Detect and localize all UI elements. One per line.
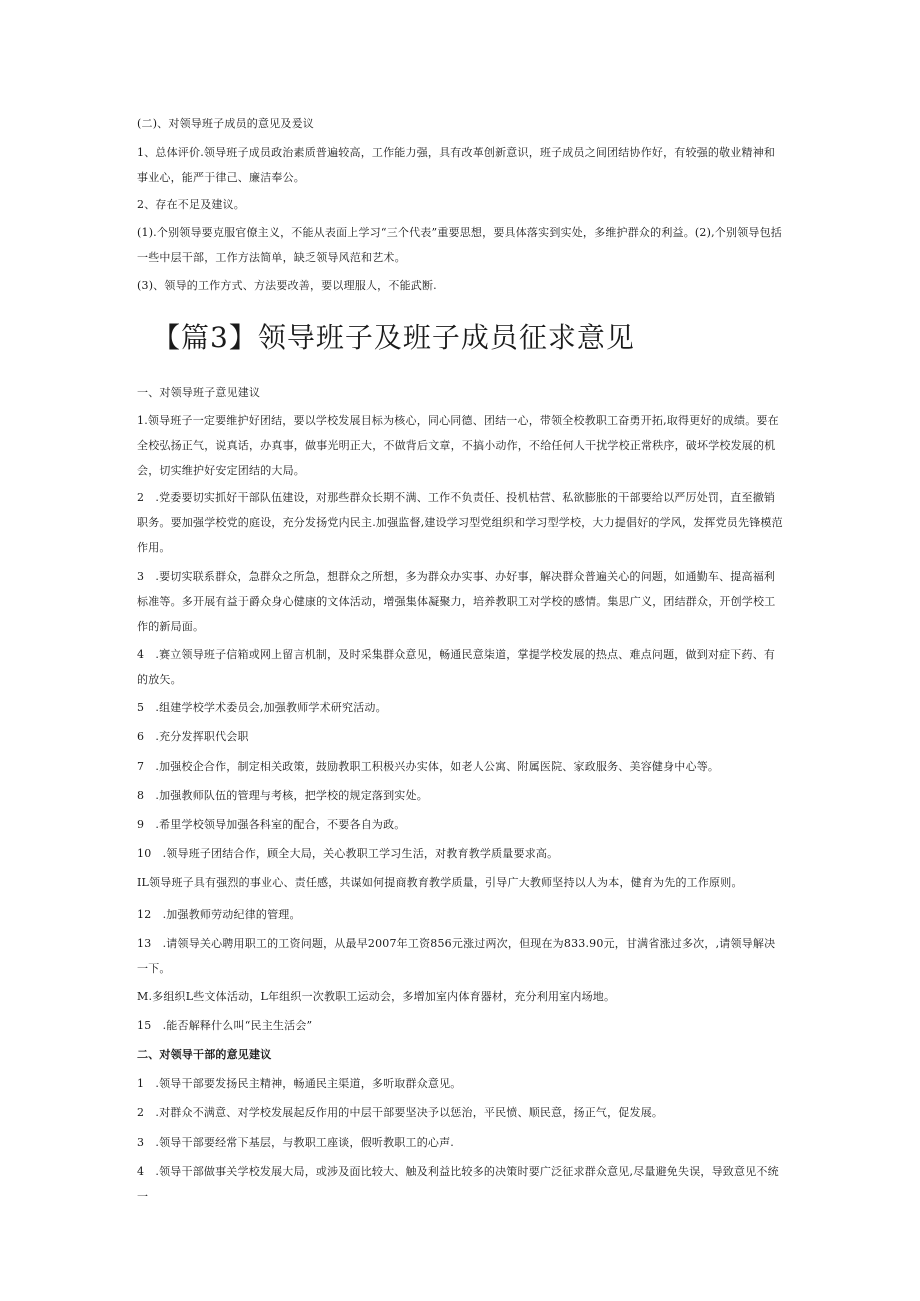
list-item: 3 .领导干部要经常下基层，与教职工座谈，假听教职工的心声. bbox=[137, 1136, 454, 1149]
paragraph-point-1-2: (1).个别领导要克服官僚主义，不能从表面上学习“三个代表”重要思想，要具体落实到实处，多维护群众的利益。(2),个别领导包括一些中层干部，工作方法简单，缺乏领导风范和艺术。 bbox=[137, 226, 782, 264]
list-item: 4 .赛立领导班子信箱或网上留言机制，及时采集群众意见，畅通民意柒道，掌提学校发展的热点、难点问题，做到对症下药、有的放矢。 bbox=[137, 648, 776, 686]
list-item: 15 .能否解释什么叫“民主生活会” bbox=[137, 1019, 313, 1032]
paragraph-point-3: (3)、领导的工作方式、方法要改善，要以理服人，不能武断. bbox=[137, 279, 437, 292]
list-item: 13 .请领导关心聘用职工的工资问题，从最早2007年工资856元涨过两次，但现在为833.90元，甘满省涨过多次，,请领导解决一下。 bbox=[137, 937, 776, 975]
list-item: 4 .领导干部做事关学校发展大局，或涉及面比较大、触及利益比较多的决策时要广泛征求群众意见,尽量避免失误，导致意见不统一 bbox=[137, 1165, 779, 1203]
part2-heading: 二、对领导干部的意见建议 bbox=[137, 1048, 272, 1061]
list-item: 1 .领导干部要发扬民主精神，畅通民主渠道，多听取群众意见。 bbox=[137, 1077, 462, 1090]
list-item: 7 .加强校企合作，制定相关政策，鼓励教职工积极兴办实体，如老人公寓、附属医院、家政服务、美容健身中心等。 bbox=[137, 760, 720, 773]
page-title: 【篇3】领导班子及班子成员征求意见 bbox=[152, 321, 635, 354]
list-item: 12 .加强教师劳动纪律的管理。 bbox=[137, 908, 301, 921]
list-item: IL领导班子具有强烈的事业心、责任感，共谋如何提商教育教学质量，引导广大教师坚持以人为本，健育为先的工作原则。 bbox=[137, 876, 743, 889]
paragraph-shortcomings: 2、存在不足及建议。 bbox=[137, 198, 245, 211]
list-item: 8 .加强教师队伍的管理与考核，把学校的规定落到实处。 bbox=[137, 789, 428, 802]
list-item: 2 .党委要切实抓好干部队伍建设，对那些群众长期不满、工作不负责任、投机枯营、私欲膨胀的干部要给以严厉处罚，直至撤销职务。要加强学校党的庭设，充分发扬党内民主.加强监督,建设学习型党组织和学习型学校，大力提倡好的学风，发挥党员先锋模范作用。 bbox=[137, 491, 783, 554]
list-item: 6 .充分发挥职代会职 bbox=[137, 730, 249, 743]
part1-heading: 一、对领导班子意见建议 bbox=[137, 386, 261, 399]
list-item: M.多组织L些文体活动，L年组织一次教职工运动会，多增加室内体育器材，充分利用室内场地。 bbox=[137, 990, 616, 1003]
paragraph-overall-evaluation: 1、总体评价.领导班子成员政治素质普遍较高，工作能力强，具有改革创新意识，班子成员之间团结协作好，有较强的敬业精神和事业心，能严于律己、廉洁奉公。 bbox=[137, 146, 776, 184]
list-item: 10 .领导班子团结合作，顾全大局，关心教职工学习生活，对教育教学质量要求高。 bbox=[137, 847, 559, 860]
list-item: 3 .要切实联系群众，急群众之所急，想群众之所想，多为群众办实事、办好事，解决群众普遍关心的问题，如通勤车、提高福利标准等。多开展有益于爵众身心健康的文体活动，增强集体凝聚力，培养教职工对学校的感情。集思广义，团结群众，开创学校工作的新局面。 bbox=[137, 570, 776, 633]
list-item: 2 .对群众不满意、对学校发展起反作用的中层干部要坚决予以惩治，平民愤、顺民意，扬正气，促发展。 bbox=[137, 1106, 664, 1119]
section-heading: (二)、对领导班子成员的意见及爰议 bbox=[137, 117, 314, 130]
list-item: 1.领导班子一定要维护好团结，要以学校发展目标为核心，同心同德、团结一心，带领全校教职工奋勇开拓,取得更好的成绩。要在全校弘扬正气，说真话，办真事，做事光明正大，不做背后文章，不搞小动作，不给任何人干扰学校正常秩序，破坏学校发展的机会，切实维护好安定团结的大局。 bbox=[137, 414, 779, 477]
list-item: 9 .希里学校领导加强各科室的配合，不要各自为政。 bbox=[137, 818, 406, 831]
list-item: 5 .组建学校学术委员会,加强教师学术研究活动。 bbox=[137, 701, 387, 714]
